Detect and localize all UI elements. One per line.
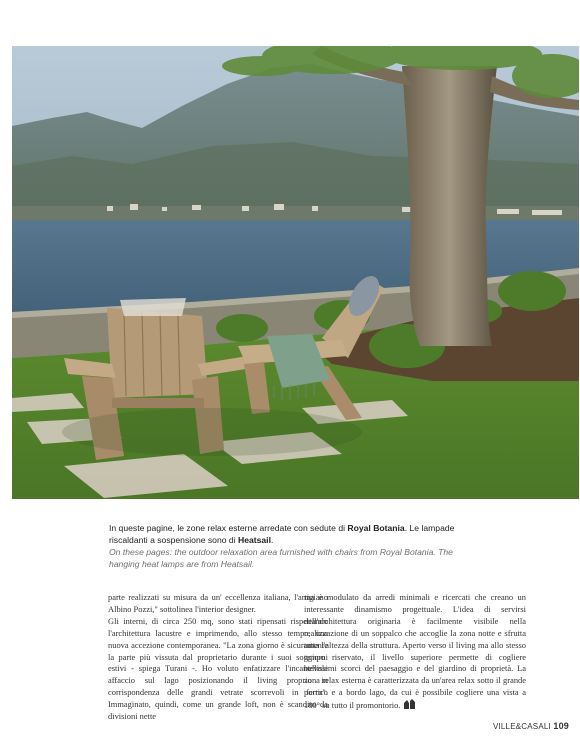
paragraph: parte realizzati su misura da un' eccellenza italiana, l'artigiano Albino Pozzi," sottolinea l'interior designer.	[108, 592, 328, 614]
caption-text: In queste pagine, le zone relax esterne arredate con sedute di	[109, 523, 348, 533]
caption-english: On these pages: the outdoor relaxation area furnished with chairs from Royal Botania. The hanging heat lamps are from Heatsail.	[109, 547, 453, 569]
caption-text: . Le lampade riscaldanti a sospensione sono di	[109, 523, 455, 545]
body-column-left	[108, 592, 328, 723]
brand-heatsail: Heatsail	[238, 535, 271, 545]
end-of-article-icon	[404, 699, 415, 709]
photo-caption	[109, 522, 469, 570]
hero-photo	[12, 46, 579, 499]
page-footer	[493, 721, 569, 731]
body-column-right	[304, 592, 526, 712]
paragraph: ma è modulato da arredi minimali e ricercati che creano un interessante dinamismo progettuale. L'idea di servirsi dell'architettura originaria è facilmente visibile nella realizzazione di un soppalco che accoglie la zona notte e sfrutta tutta l'altezza della struttura. Aperto verso il living ma allo stesso tempo riservato, il livello superiore permette di cogliere bellissimi scorci del paesaggio e del giardino di proprietà. La zona relax esterna è caratterizzata da un'area relax sotto il grande portico e a bordo lago, da cui è possibile cogliere una vista a 180° su tutto il promontorio.	[304, 592, 526, 711]
lakeside-garden-illustration	[12, 46, 579, 499]
page-number: 109	[553, 721, 569, 731]
caption-text: .	[270, 535, 274, 545]
brand-royal-botania: Royal Botania	[347, 523, 405, 533]
plane-tree-trunk	[402, 66, 497, 346]
magazine-name: VILLE&CASALI	[492, 722, 551, 731]
caption-italian	[109, 522, 469, 546]
paragraph: Gli interni, di circa 250 mq, sono stati ripensati rispettando l'architettura lacustre e imprimendo, allo stesso tempo, una nuova accezione contemporanea. "La zona giorno è sicuramente la parte più vissuta dal proprietario durante i suoi soggiorni estivi - spiega Turani -. Ho voluto enfatizzare l'incantevole affaccio sul lago posizionando il living proprio in corrispondenza delle grandi vetrate scorrevoli in ferro". Immaginato, quindi, come un grande loft, non è scandito da divisioni nette	[108, 615, 328, 722]
